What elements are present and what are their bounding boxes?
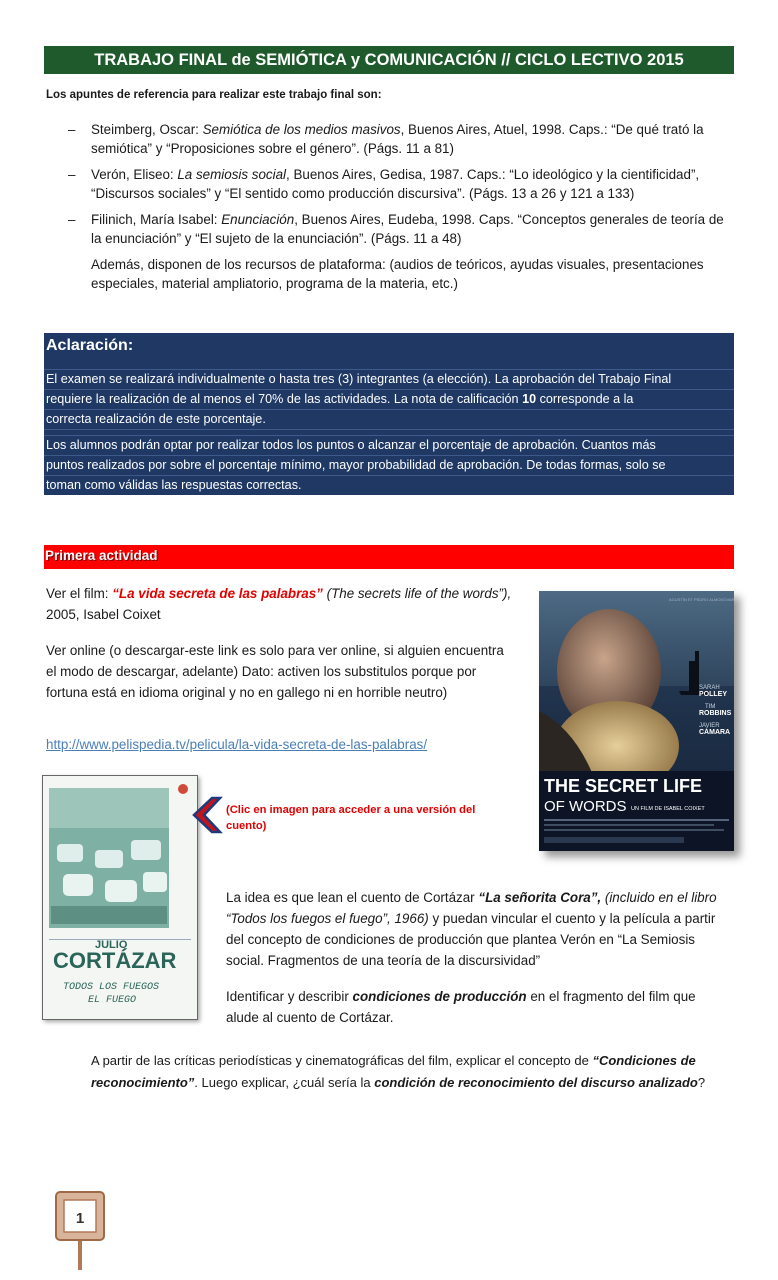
references-list xyxy=(68,120,728,293)
references-extra-note: Además, disponen de los recursos de plataforma: (audios de teóricos, ayudas visuales, presentaciones especiales, material ampliatorio, programa de la materia, etc.) xyxy=(91,257,704,291)
reconocimiento-paragraph: A partir de las críticas periodísticas y cinematográficas del film, explicar el concepto de “Condiciones de reconocimiento”. Luego explicar, ¿cuál sería la condición de reconocimiento del discurso analizado? xyxy=(91,1053,706,1090)
book-cover-image[interactable] xyxy=(42,775,198,1020)
film-link[interactable]: http://www.pelispedia.tv/pelicula/la-vida-secreta-de-las-palabras/ xyxy=(46,737,428,752)
poster-title: OF WORDS xyxy=(544,798,627,815)
aclaracion-text-line: puntos realizados por sobre el porcentaje mínimo, mayor probabilidad de aprobación. De todas formas, solo se xyxy=(44,455,734,475)
film-paragraph: Ver el film: “La vida secreta de las palabras” (The secrets life of the words”), 2005, Isabel Coixet xyxy=(46,586,512,622)
aclaracion-text-line: El examen se realizará individualmente o hasta tres (3) integrantes (a elección). La aprobación del Trabajo Final xyxy=(44,369,734,389)
movie-poster-art xyxy=(539,591,734,851)
aclaracion-box xyxy=(44,333,734,495)
poster-cast: TIM xyxy=(705,704,716,710)
cortazar-paragraph: La idea es que lean el cuento de Cortázar “La señorita Cora”, (incluido en el libro “Todos los fuegos el fuego”, 1966) y puedan vincular el cuento y la película a partir del concepto de condiciones de producción que plantea Verón en “La Semiosis social. Fragmentos de una teoría de la discursividad” xyxy=(226,890,717,968)
reference-item-veron: – Verón, Eliseo: La semiosis social, Buenos Aires, Gedisa, 1987. Caps.: “Lo ideológico y la cientificidad”, “Discursos sociales” y “El sentido como producción discursiva”. (Págs. 13 a 26 y 121 a 133) xyxy=(68,167,700,201)
aclaracion-text-line: Los alumnos podrán optar por realizar todos los puntos o alcanzar el porcentaje de aprobación. Cuantos más xyxy=(44,435,734,455)
film-title: “La vida secreta de las palabras” xyxy=(112,586,323,601)
reference-item-steimberg: – Steimberg, Oscar: Semiótica de los medios masivos, Buenos Aires, Atuel, 1998. Caps.: “De qué trató la semiótica” y “Proposiciones sobre el género”. (Págs. 11 a 81) xyxy=(68,122,704,156)
aclaracion-text-line: requiere la realización de al menos el 70% de las actividades. La nota de calificación 10 corresponde a la xyxy=(44,389,734,409)
movie-poster-image[interactable] xyxy=(539,591,734,851)
poster-cast: JAVIER xyxy=(699,723,720,729)
poster-director: UN FILM DE ISABEL COIXET xyxy=(631,806,705,812)
aclaracion-title: Aclaración: xyxy=(46,337,134,354)
aclaracion-text-line: correcta realización de este porcentaje. xyxy=(44,409,734,429)
identificar-paragraph: Identificar y describir condiciones de producción en el fragmento del film que alude al cuento de Cortázar. xyxy=(226,989,696,1025)
poster-credit: AGUSTÍN ET PEDRO ALMODÓVAR xyxy=(669,597,734,602)
book-title: EL FUEGO xyxy=(88,995,137,1006)
reference-item-filinich: – Filinich, María Isabel: Enunciación, Buenos Aires, Eudeba, 1998. Caps. “Conceptos generales de teoría de la enunciación” y “El sujeto de la enunciación”. (Págs. 11 a 48) xyxy=(68,212,724,246)
list-dash: – xyxy=(68,212,76,227)
page-number: 1 xyxy=(75,1210,85,1227)
page-number-badge xyxy=(54,1190,106,1270)
poster-cast: POLLEY xyxy=(699,691,728,698)
book-title: TODOS LOS FUEGOS xyxy=(63,982,160,993)
poster-cast: SARAH xyxy=(699,685,720,691)
poster-cast: CÁMARA xyxy=(699,729,731,736)
book-cover-art xyxy=(43,776,197,1019)
online-paragraph: Ver online (o descargar-este link es solo para ver online, si alguien encuentra el modo de descargar, adelante) Dato: activen los substitulos porque por fortuna está en idioma original y no en gallego ni en horrible neutro) xyxy=(46,643,504,700)
list-dash: – xyxy=(68,122,76,137)
book-author: CORTÁZAR xyxy=(53,948,177,973)
poster-title: THE SECRET LIFE xyxy=(544,776,703,796)
book-author: JULIO xyxy=(95,939,128,951)
primera-actividad-header: Primera actividad xyxy=(44,545,734,569)
clic-note: (Clic en imagen para acceder a una versión del cuento) xyxy=(226,804,476,832)
chevron-left-icon xyxy=(188,795,224,835)
aclaracion-text-line: toman como válidas las respuestas correctas. xyxy=(44,475,734,495)
poster-cast: ROBBINS xyxy=(699,710,732,717)
references-intro: Los apuntes de referencia para realizar este trabajo final son: xyxy=(46,89,382,101)
document-title: TRABAJO FINAL de SEMIÓTICA y COMUNICACIÓN // CICLO LECTIVO 2015 xyxy=(44,46,734,74)
list-dash: – xyxy=(68,167,76,182)
